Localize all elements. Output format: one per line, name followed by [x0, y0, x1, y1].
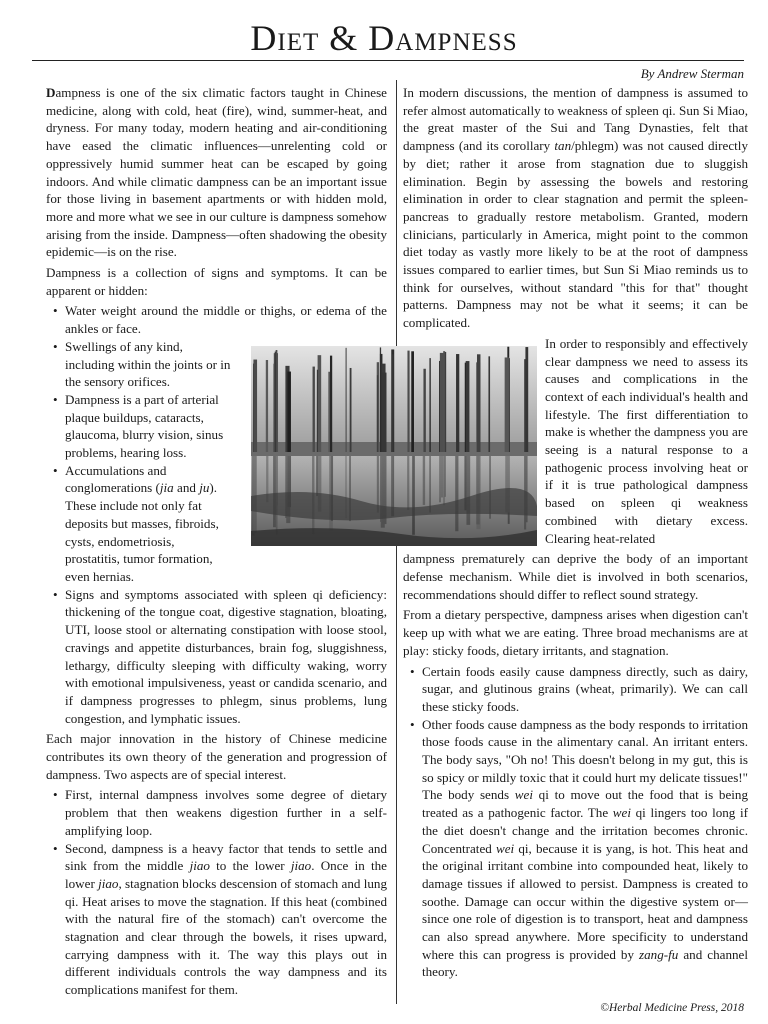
italic-term: ju [199, 480, 210, 496]
list-item: • Signs and symptoms associated with spleen qi deficiency: thickening of the tongue coat, digestive stagnation, bloating, UTI, loose stool or alternating constipation with loose stool, cravings and appetite disturbances, brain fog, sluggishness, lethargy, difficulty sleeping with difficulty waking, worry with emotional impulsiveness, yeast or candida scenario, and if dampness progresses to phlegm, sinus problems, lung congestion, and lymphatic issues. [46, 586, 387, 728]
mechanism-list [403, 663, 748, 982]
right-column [403, 84, 748, 984]
list-item [46, 462, 231, 586]
title-divider [32, 60, 744, 61]
signs-intro-paragraph: Dampness is a collection of signs and symptoms. It can be apparent or hidden: [46, 265, 387, 298]
list-item-text: and [173, 480, 200, 496]
list-item: • Certain foods easily cause dampness directly, such as dairy, sugar, and glutinous grains (wheat, primarily). We can call these sticky foods. [403, 663, 748, 716]
drop-cap: D [46, 85, 56, 100]
list-item-text: to the lower [209, 858, 291, 874]
symptom-list [46, 302, 387, 727]
intro-paragraph [46, 84, 387, 261]
intro-text: ampness is one of the six climatic factors taught in Chinese medicine, along with cold, heat (fire), wind, summer-heat, and dryness. For many today, modern heating and air-conditioning have eased the climatic influences—unrelenting cold or oppressively humid summer heat can be escaped by going indoors. And while climatic dampness can be an important issue for those living in basement apartments or with hidden mold, more and more what we see in our culture is dampness somehow arising from the inside. Dampness—often shadowing the obesity epidemic—is on the rise. [46, 85, 387, 260]
dietary-perspective-paragraph: From a dietary perspective, dampness arises when digestion can't keep up with what we are eating. Three broad mechanisms are at play: sticky foods, dietary irritants, and stagnation. [403, 607, 748, 658]
paragraph-text: In modern discussions, the mention of dampness is assumed to refer almost automatically to weakness of spleen qi. Sun Si Miao, the great master of the Sui and Tang Dynasties, felt that dampness (and its corollary [403, 85, 748, 154]
left-column [46, 84, 387, 1002]
list-item-text: . Once in the lower [65, 858, 387, 891]
italic-term: jia [159, 480, 174, 496]
list-item [46, 840, 387, 999]
list-item [403, 716, 748, 982]
italic-term: jiao [98, 875, 119, 891]
assessment-paragraph: In order to responsibly and effectively clear dampness we need to assess its causes and complications in the context of each individual's health and lifestyle. The first differentiation to make is whether the dampness you are seeing is a natural response to a pathogenic process involving heat or if it is true pathological dampness based on spleen qi weakness combined with dietary excess. Clearing heat-related [545, 335, 748, 546]
byline: By Andrew Sterman [640, 66, 744, 81]
list-item-text: ). These include not only fat deposits but masses, fibroids, cysts, endometriosis, prostatitis, tumor formation, even hernias. [65, 480, 219, 584]
article-title: Diet & Dampness [250, 18, 518, 58]
italic-term: wei [612, 805, 631, 821]
paragraph-text: /phlegm) was not caused directly by diet; rather it arose from stagnation due to sluggish elimination. Begin by assessing the bowels and restoring elimination in order to clear stagnation and permit the spleen-pancreas to gradually restore metabolism. Granted, modern clinicians, particularly in America, might point to the common diet today as vastly more likely to be at the root of dampness issues compared to earlier times, but Sun Si Miao reminds us to think for ourselves, without standard "this for that" thought patterns. Dampness may not be what it seems; it can be complicated. [403, 138, 748, 331]
list-item-text: Second, dampness is a heavy factor that tends to settle and sink from the middle [65, 840, 387, 874]
list-item-text: Other foods cause dampness as the body responds to irritation those foods cause in the alimentary canal. An irritant enters. The body says, "Oh no! This doesn't belong in my gut, this is so spicy or mildly toxic that it could hurt my delicate tissues!" The body sends [422, 716, 748, 803]
list-item: • Swellings of any kind, including within the joints or in the sensory orifices. [46, 338, 231, 391]
italic-term: wei [495, 840, 515, 856]
aspects-list [46, 786, 387, 998]
list-item: • Dampness is a part of arterial plaque buildups, cataracts, glaucoma, blurry vision, sinus problems, hearing loss. [46, 391, 231, 462]
history-paragraph: Each major innovation in the history of Chinese medicine contributes its own theory of the generation and progression of dampness. Two aspects are of special interest. [46, 731, 387, 782]
list-item: • Water weight around the middle or thighs, or edema of the ankles or face. [46, 302, 387, 337]
list-item-text: qi lingers too long if the diet doesn't change and the irritation becomes chronic. Concentrated [422, 805, 748, 856]
list-item-text: qi, because it is yang, is hot. This heat and the original irritant combine into compounded heat, likely to damage tissues if allowed to persist. Dampness is created to soothe. Damage can occur within the digestive system or—since one role of digestion is to transport, heat and dampness can also spread anywhere. More specificity to understand where this can progress is provided by [422, 840, 749, 962]
italic-term: jiao [189, 858, 210, 874]
italic-term: wei [514, 787, 533, 803]
list-item-text: Accumulations and conglomerations ( [65, 462, 167, 496]
italic-term: tan [554, 138, 572, 154]
assessment-paragraph-continued: dampness prematurely can deprive the body of an important defense mechanism. While diet is involved in both scenarios, recommendations should differ to reflect sound strategy. [403, 551, 748, 602]
copyright-notice: ©Herbal Medicine Press, 2018 [600, 1002, 744, 1014]
list-item-text: , stagnation blocks descension of stomach and lung qi. Heat arises to move the stagnation. If this heat (combined with the natural fire of the stomach) can't overcome the stagnation and clear through the bowels, it rises upward, carrying dampness with it. The way this plays out in different individuals controls the way dampness and its complications manifest for them. [65, 875, 387, 998]
list-item-text: and channel theory. [422, 946, 748, 980]
modern-discussion-paragraph [403, 84, 748, 332]
italic-term: jiao [290, 858, 312, 874]
list-item: • First, internal dampness involves some degree of dietary problem that then weakens digestion further in a self-amplifying loop. [46, 786, 387, 839]
list-item-text: qi to move out the food that is being treated as a pathogenic factor. The [422, 787, 749, 821]
italic-term: zang-fu [639, 946, 679, 962]
